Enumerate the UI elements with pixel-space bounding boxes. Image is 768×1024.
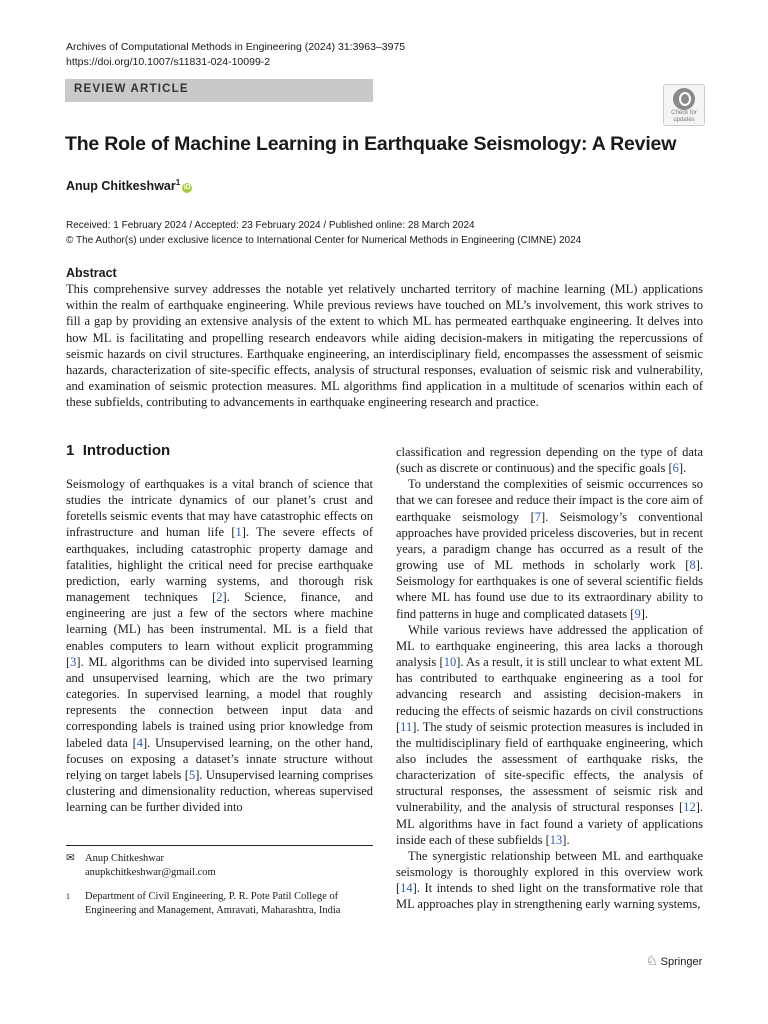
section-title: Introduction: [82, 442, 171, 459]
doi-link[interactable]: https://doi.org/10.1007/s11831-024-10099-2: [66, 56, 271, 68]
affiliation-note: [66, 890, 366, 917]
citation-link[interactable]: 11: [400, 719, 413, 734]
paragraph: classification and regression depending on the type of data (such as discrete or continuous) and the specific goals [6].: [396, 445, 703, 476]
column-right: [396, 444, 703, 913]
citation-link[interactable]: 2: [216, 590, 223, 605]
citation-link[interactable]: 9: [634, 606, 641, 621]
citation-link[interactable]: 6: [672, 461, 679, 476]
copyright-line: © The Author(s) under exclusive licence to International Center for Numerical Methods in Engineering (CIMNE) 2024: [66, 235, 582, 246]
citation-link[interactable]: 7: [534, 509, 541, 524]
affiliation-text: Department of Civil Engineering, P. R. Pote Patil College of Engineering and Management, Amravati, Maharashtra, India: [85, 891, 341, 916]
column-left: [66, 476, 373, 815]
article-type-label: REVIEW ARTICLE: [74, 83, 189, 95]
section-number: 1: [66, 442, 75, 459]
author-name[interactable]: Anup Chitkeshwar: [66, 179, 176, 194]
contact-name: Anup Chitkeshwar: [85, 853, 165, 864]
abstract-heading: Abstract: [66, 266, 117, 280]
paragraph: The synergistic relationship between ML and earthquake seismology is thoroughly explored in this overview work [14]. It intends to shed light on the transformative role that ML approaches play in strengthening early warning systems,: [396, 848, 703, 912]
journal-header: [66, 40, 405, 70]
citation-link[interactable]: 5: [188, 767, 196, 782]
citation-link[interactable]: 1: [235, 525, 242, 540]
paper-title: The Role of Machine Learning in Earthquake Seismology: A Review: [65, 133, 677, 155]
springer-horse-icon: ♘: [646, 953, 658, 968]
journal-citation: Archives of Computational Methods in Engineering (2024) 31:3963–3975: [66, 41, 406, 53]
article-history: Received: 1 February 2024 / Accepted: 23 February 2024 / Published online: 28 March 2024: [66, 220, 475, 231]
citation-link[interactable]: 10: [443, 655, 457, 670]
abstract-text: This comprehensive survey addresses the notable yet relatively uncharted territory of machine learning (ML) applications within the realm of earthquake engineering. While previous reviews have touched on ML’s involvement, this work strives to fill a gap by providing an extensive analysis of the extent to which ML has permeated earthquake engineering. It delves into how ML is facilitating and propelling research endeavors while aiding decision-makers in mitigating the repercussions of seismic hazards on civil structures. Earthquake engineering, an interdisciplinary field, encompasses the assessment of seismic hazards, characterization of site-specific effects, analysis of structural responses, evaluation of seismic risk and vulnerability, and examination of seismic protection measures. ML algorithms find application in a multitude of scenarios within each of these subfields, contributing to advancements in earthquake engineering research and practice.: [66, 282, 703, 410]
paragraph: Seismology of earthquakes is a vital branch of science that studies the intricate dynamics of our planet’s crust and foretells seismic events that may have catastrophic effects on infrastructure and human life [1]. The severe effects of earthquakes, including catastrophic property damage and fatalities, highlight the critical need for precise earthquake prediction, early warning systems, and thorough risk management techniques [2]. Science, finance, and engineering are just a few of the sectors where machine learning (ML) has been instrumental. ML is a field that enables computers to learn without explicit programming [3]. ML algorithms can be divided into supervised learning and unsupervised learning, which are the two primary categories. In supervised learning, a model that roughly represents the connection between input data and corresponding labels is trained using prior knowledge from labeled data [4]. Unsupervised learning, on the other hand, focuses on exposing a dataset’s innate structure without relying on target labels [5]. Unsupervised learning comprises clustering and dimensionality reduction, whereas supervised learning can be further divided into: [66, 477, 373, 815]
article-dates: [66, 218, 581, 248]
publisher-logo: [646, 953, 702, 969]
orcid-icon[interactable]: iD: [183, 184, 191, 192]
author-affil-mark: 1: [175, 178, 181, 187]
badge-line-1: Check for: [671, 110, 697, 116]
citation-link[interactable]: 12: [683, 800, 696, 815]
citation-link[interactable]: 3: [70, 654, 77, 669]
citation-link[interactable]: 8: [689, 558, 696, 573]
footnote-divider: [66, 845, 373, 846]
envelope-icon: ✉: [66, 853, 75, 864]
author-line: [66, 178, 192, 193]
publisher-name: Springer: [660, 956, 703, 968]
article-type-banner: [65, 79, 373, 102]
section-heading: [66, 442, 170, 459]
paragraph: While various reviews have addressed the application of ML to earthquake engineering, this area lacks a thorough analysis [10]. As a result, it is still unclear to what extent ML has contributed to earthquake engineering as a tool for advancing research and assisting decision-makers in reducing the effects of seismic hazards on civil constructions [11]. The study of seismic protection measures is included in the multidisciplinary field of earthquake engineering, which also includes the assessment of earthquake risks, the characterization of site-specific effects, the analysis of structural responses, the assessment of seismic risk and vulnerability, and the analysis of structural responses [12]. ML algorithms have in fact found a variety of applications inside each of these subfields [13].: [396, 622, 703, 847]
check-for-updates-badge[interactable]: [663, 84, 705, 126]
contact-email[interactable]: anupkchitkeshwar@gmail.com: [85, 866, 216, 878]
check-updates-icon: [673, 88, 695, 110]
badge-line-2: updates: [673, 117, 695, 123]
affil-mark: 1: [66, 892, 70, 901]
citation-link[interactable]: 4: [136, 735, 143, 750]
citation-link[interactable]: 13: [549, 832, 563, 847]
corresponding-author-note: [66, 852, 366, 879]
paragraph: To understand the complexities of seismic occurrences so that we can foresee and reduce their impact is the core aim of earthquake seismology [7]. Seismology’s conventional approaches have provided priceless discoveries, but in recent years, a paradigm change has occurred as a result of the growing use of ML methods in scholarly work [8]. Seismology for earthquakes is one of several scientific fields where ML has found use due to its extraordinary ability to find patterns in huge and complicated datasets [9].: [396, 477, 703, 621]
citation-link[interactable]: 14: [400, 881, 413, 896]
